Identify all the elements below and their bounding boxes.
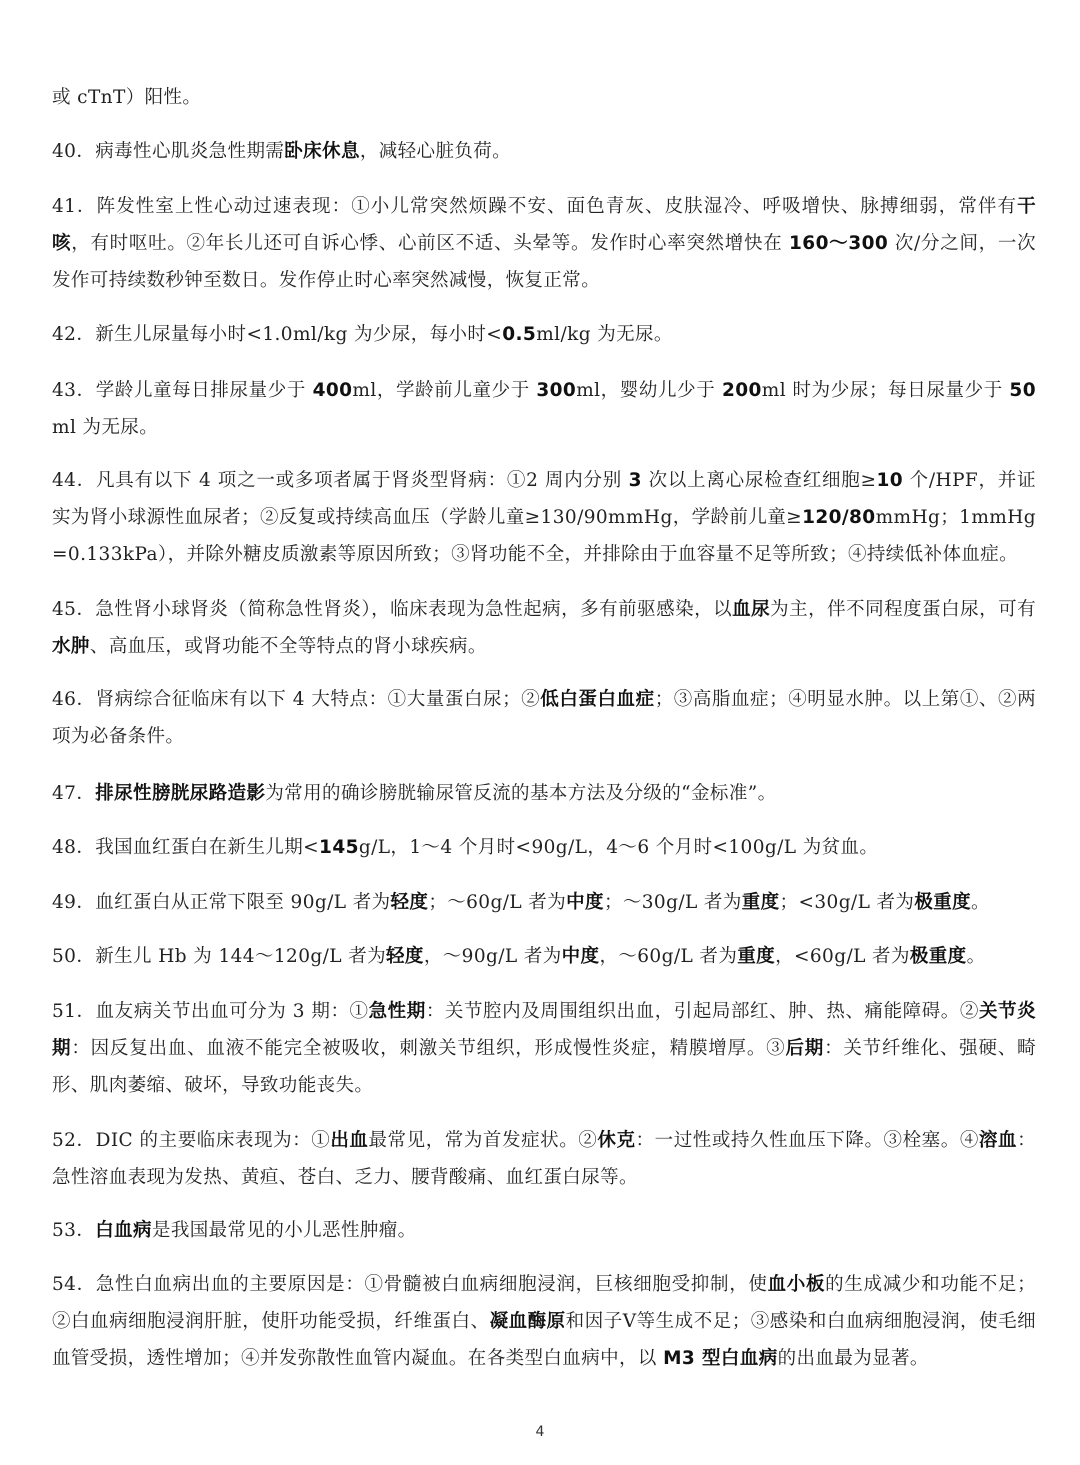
emphasis-text: 溶血 (978, 1130, 1018, 1151)
paragraph-40 (52, 133, 1036, 170)
paragraph-text: ，减轻心脏负荷。 (359, 141, 512, 162)
paragraph-53 (52, 1212, 1036, 1249)
paragraph-text: ml，学龄前儿童少于 (352, 380, 537, 401)
emphasis-text: 145 (319, 837, 359, 858)
emphasis-text: 关节炎期 (52, 1001, 1036, 1059)
paragraph-text: 。 (971, 892, 990, 913)
paragraph-text: ；～30g/L 者为 (603, 892, 742, 913)
paragraph-text: 。 (966, 946, 986, 967)
emphasis-text: 凝血酶原 (489, 1311, 566, 1332)
emphasis-text: 出血 (330, 1130, 369, 1151)
paragraph-47 (52, 775, 1036, 812)
paragraph-text: 43．学龄儿童每日排尿量少于 (52, 380, 313, 401)
paragraph-text: 52．DIC 的主要临床表现为：① (52, 1130, 331, 1151)
emphasis-text: 休克 (597, 1130, 636, 1151)
paragraph-text: 为常用的确诊膀胱输尿管反流的基本方法及分级的“金标准”。 (265, 783, 777, 804)
paragraph-text: ，～60g/L 者为 (599, 946, 738, 967)
paragraph-text: 51．血友病关节出血可分为 3 期：① (52, 1001, 369, 1022)
emphasis-text: 极重度 (909, 946, 967, 967)
paragraph-50 (52, 938, 1036, 975)
emphasis-text: 中度 (566, 892, 604, 913)
paragraph-text: ml，婴幼儿少于 (576, 380, 722, 401)
paragraph-text: 的生成减少和功能不足；②白血病细胞浸润肝脏，使肝功能受损，纤维蛋白、 (52, 1274, 1037, 1332)
emphasis-text: 卧床休息 (284, 141, 360, 162)
emphasis-text: 0.5 (502, 324, 537, 345)
emphasis-text: 160～300 (789, 233, 889, 254)
paragraph-text: ，～90g/L 者为 (423, 946, 562, 967)
paragraph-text: ；③高脂血症；④明显水肿。以上第①、②两项为必备条件。 (52, 689, 1036, 747)
paragraph-51 (52, 993, 1036, 1104)
emphasis-text: 120/80 (802, 507, 876, 528)
emphasis-text: 300 (536, 380, 577, 401)
paragraph-text: ：关节腔内及周围组织出血，引起局部红、肿、热、痛能障碍。② (425, 1001, 979, 1022)
emphasis-text: 3 (628, 470, 642, 491)
emphasis-text: 排尿性膀胱尿路造影 (95, 783, 266, 804)
emphasis-text: 急性期 (368, 1001, 426, 1022)
paragraph-text: 48．我国血红蛋白在新生儿期< (52, 837, 320, 858)
paragraph-text: 个/HPF，并证实为肾小球源性血尿者；②反复或持续高血压（学龄儿童≥130/90mmHg，学龄前儿童≥ (52, 470, 1036, 528)
emphasis-text: 白血病 (95, 1220, 152, 1241)
emphasis-text: 10 (876, 470, 903, 491)
emphasis-text: 50 (1009, 380, 1036, 401)
paragraph-41 (52, 188, 1036, 299)
paragraph-45 (52, 591, 1036, 665)
paragraph-42 (52, 316, 1036, 353)
emphasis-text: 水肿 (52, 636, 90, 657)
paragraph-text: ：急性溶血表现为发热、黄疸、苍白、乏力、腰背酸痛、血红蛋白尿等。 (52, 1130, 1036, 1188)
paragraph-52 (52, 1122, 1036, 1196)
paragraph-text: 54．急性白血病出血的主要原因是：①骨髓被白血病细胞浸润，巨核细胞受抑制，使 (52, 1274, 768, 1295)
paragraph-text: 或 cTnT）阳性。 (52, 87, 202, 108)
paragraph-text: g/L，1～4 个月时<90g/L，4～6 个月时<100g/L 为贫血。 (358, 837, 879, 858)
paragraph-text: ；～60g/L 者为 (428, 892, 567, 913)
paragraph-54 (52, 1266, 1036, 1377)
paragraph-text: 40．病毒性心肌炎急性期需 (52, 141, 285, 162)
emphasis-text: 后期 (785, 1038, 825, 1059)
paragraph-text: 的出血最为显著。 (777, 1348, 929, 1369)
paragraph-text: ：一过性或持久性血压下降。③栓塞。④ (635, 1130, 979, 1151)
paragraph-text: 53． (52, 1220, 96, 1241)
paragraph-39-tail (52, 79, 1036, 116)
paragraph-text: 50．新生儿 Hb 为 144～120g/L 者为 (52, 946, 387, 967)
emphasis-text: 重度 (741, 892, 780, 913)
paragraph-text: 次以上离心尿检查红细胞≥ (641, 470, 877, 491)
emphasis-text: 低白蛋白血症 (540, 689, 655, 710)
emphasis-text: 200 (721, 380, 762, 401)
paragraph-49 (52, 884, 1036, 921)
paragraph-text: 最常见，常为首发症状。② (368, 1130, 598, 1151)
paragraph-text: ，<60g/L 者为 (775, 946, 910, 967)
paragraph-text: ；<30g/L 者为 (779, 892, 915, 913)
emphasis-text: 极重度 (914, 892, 972, 913)
emphasis-text: 血小板 (767, 1274, 826, 1295)
paragraph-text: ml 为无尿。 (52, 417, 159, 438)
paragraph-text: 次/分之间，一次发作可持续数秒钟至数日。发作停止时心率突然减慢，恢复正常。 (52, 233, 1037, 291)
paragraph-text: 49．血红蛋白从正常下限至 90g/L 者为 (52, 892, 391, 913)
paragraph-text: 47． (52, 783, 96, 804)
paragraph-44 (52, 462, 1036, 573)
emphasis-text: 干咳 (52, 196, 1036, 254)
emphasis-text: 中度 (561, 946, 600, 967)
paragraph-text: ml 时为少尿；每日尿量少于 (761, 380, 1010, 401)
paragraph-text: 46．肾病综合征临床有以下 4 大特点：①大量蛋白尿；② (52, 689, 541, 710)
paragraph-text: 和因子Ⅴ等生成不足；③感染和白血病细胞浸润，使毛细血管受损，透性增加；④并发弥散性血管内凝血。在各类型白血病中，以 (52, 1311, 1037, 1369)
paragraph-text: ：关节纤维化、强硬、畸形、肌肉萎缩、破坏，导致功能丧失。 (52, 1038, 1036, 1096)
paragraph-text: ，有时呕吐。②年长儿还可自诉心悸、心前区不适、头晕等。发作时心率突然增快在 (71, 233, 790, 254)
paragraph-text: ：因反复出血、血液不能完全被吸收，刺激关节组织，形成慢性炎症，精膜增厚。③ (71, 1038, 786, 1059)
paragraph-text: ml/kg 为无尿。 (536, 324, 673, 345)
paragraph-text: 41．阵发性室上性心动过速表现：①小儿常突然烦躁不安、面色青灰、皮肤湿冷、呼吸增快、脉搏细弱，常伴有 (52, 196, 1018, 217)
emphasis-text: 400 (312, 380, 353, 401)
paragraph-text: 、高血压，或肾功能不全等特点的肾小球疾病。 (89, 636, 487, 657)
paragraph-text: mmHg；1mmHg=0.133kPa），并除外糖皮质激素等原因所致；③肾功能不全，并排除由于血容量不足等所致；④持续低补体血症。 (52, 507, 1036, 565)
paragraph-text: 为主，伴不同程度蛋白尿，可有 (770, 599, 1036, 620)
paragraph-48 (52, 829, 1036, 866)
emphasis-text: M3 型白血病 (663, 1348, 778, 1369)
emphasis-text: 轻度 (390, 892, 429, 913)
paragraph-46 (52, 681, 1036, 755)
paragraph-43 (52, 372, 1036, 446)
paragraph-text: 42．新生儿尿量每小时<1.0ml/kg 为少尿，每小时< (52, 324, 503, 345)
emphasis-text: 血尿 (732, 599, 771, 620)
emphasis-text: 轻度 (386, 946, 424, 967)
paragraph-text: 是我国最常见的小儿恶性肿瘤。 (151, 1220, 417, 1241)
page-number: 4 (535, 1424, 545, 1440)
paragraph-text: 45．急性肾小球肾炎（简称急性肾炎），临床表现为急性起病，多有前驱感染，以 (52, 599, 733, 620)
paragraph-text: 44．凡具有以下 4 项之一或多项者属于肾炎型肾病：①2 周内分别 (52, 470, 629, 491)
emphasis-text: 重度 (737, 946, 776, 967)
